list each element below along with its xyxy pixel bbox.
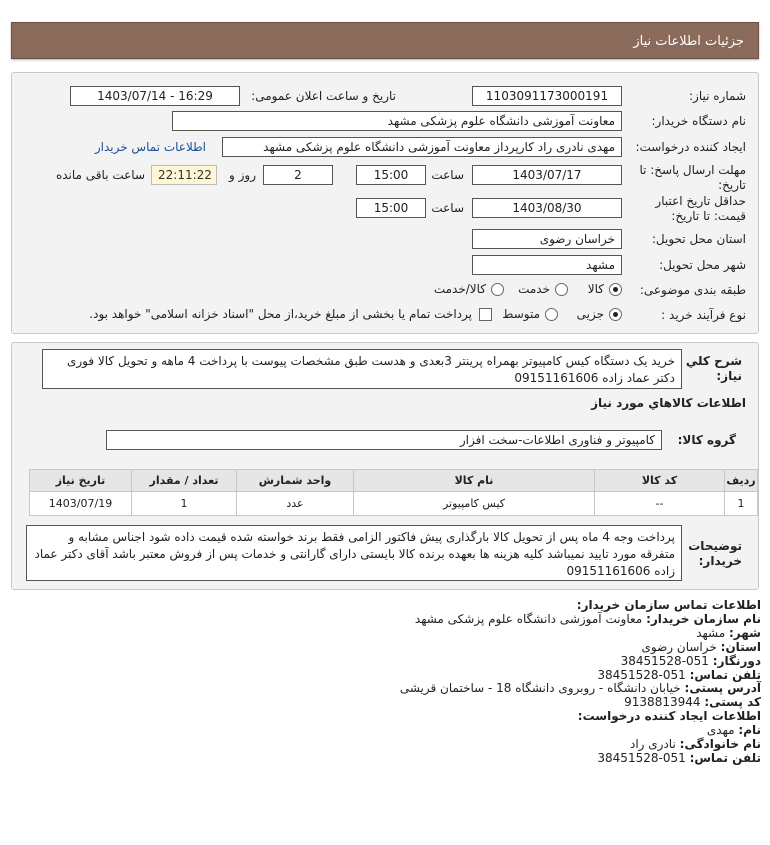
fax-label: دورنگار: xyxy=(712,653,761,668)
goods-table xyxy=(29,469,758,516)
process-radio-minor[interactable] xyxy=(609,308,622,321)
days-field: 2 xyxy=(263,165,333,185)
announce-field: 1403/07/14 - 16:29 xyxy=(70,86,240,106)
category-option-goods-service: کالا/خدمت xyxy=(433,282,486,296)
postal-row xyxy=(16,696,761,710)
col-name: نام کالا xyxy=(354,470,595,492)
goods-group-label: گروه کالا: xyxy=(677,433,736,447)
col-row: ردیف xyxy=(725,470,758,492)
org-name-label: نام سازمان خریدار: xyxy=(646,611,761,626)
creator-contact-title: اطلاعات ایجاد کننده درخواست: xyxy=(577,709,761,724)
buyer-field: معاونت آموزشی دانشگاه علوم پزشکی مشهد xyxy=(172,111,622,131)
buyer-notes-text: پرداخت وجه 4 ماه پس از تحویل کالا بارگذاری پیش فاکتور الزامی فقط برند خواسته شده قیمت داده شود اجناس مشابه و متفرقه مورد تایید نمیباشد کلیه هزینه ها بعهده برنده کالا بایستی دارای گارانتی و خدمات پس از فروش معتبر باشد آقای دکتر عماد زاده 09151161606 xyxy=(26,525,682,581)
col-quantity: تعداد / مقدار xyxy=(132,470,237,492)
category-label: طبقه بندی موضوعی: xyxy=(639,283,746,297)
need-details-panel xyxy=(11,72,759,334)
summary-text: خرید یک دستگاه کیس کامپیوتر بهمراه پرینتر 3بعدی و هدست طبق مشخصات پیوست با پرداخت 4 ماهه و تحویل کالا فوری دکتر عماد زاده 09151161606 xyxy=(42,349,682,389)
cell-quantity: 1 xyxy=(132,492,237,516)
creator-label: ایجاد کننده درخواست: xyxy=(635,140,746,154)
first-name-value: مهدی xyxy=(706,723,735,738)
summary-label: شرح کلي xyxy=(685,354,742,368)
goods-group-field: کامپیوتر و فناوری اطلاعات-سخت افزار xyxy=(106,430,662,450)
announce-label: تاریخ و ساعت اعلان عمومی: xyxy=(251,89,396,103)
first-name-label: نام: xyxy=(738,723,761,738)
remaining-time-label: ساعت باقی مانده xyxy=(55,168,145,182)
buyer-label: نام دستگاه خریدار: xyxy=(651,114,746,128)
col-unit: واحد شمارش xyxy=(237,470,354,492)
creator-phone-value: 051-38451528 xyxy=(597,750,686,765)
validity-time-field: 15:00 xyxy=(356,198,426,218)
address-value: خیابان دانشگاه - روبروی دانشگاه 18 - ساختمان قریشی xyxy=(399,681,681,696)
city-label: شهر محل تحویل: xyxy=(659,258,746,272)
process-option-minor: جزیی xyxy=(576,307,604,321)
buyer-notes-label: توضیحات xyxy=(688,539,742,553)
reply-date-field: 1403/07/17 xyxy=(472,165,622,185)
address-label: آدرس پستی: xyxy=(684,681,761,696)
address-row xyxy=(16,682,761,696)
first-name-row xyxy=(16,724,761,738)
goods-section-title: اطلاعات کالاهاي مورد نیاز xyxy=(591,396,746,410)
contact-info xyxy=(16,599,761,766)
last-name-label: نام خانوادگی: xyxy=(679,737,761,752)
creator-field: مهدی نادری راد کارپرداز معاونت آموزشی دانشگاه علوم پزشکی مشهد xyxy=(222,137,622,157)
org-name-row xyxy=(16,613,761,627)
treasury-payment-note: پرداخت تمام یا بخشی از مبلغ خرید،از محل "اسناد خزانه اسلامی" خواهد بود. xyxy=(89,307,472,321)
postal-value: 9138813944 xyxy=(624,695,701,710)
contact-city-value: مشهد xyxy=(696,625,726,640)
process-label: نوع فرآیند خرید : xyxy=(661,308,746,322)
province-row xyxy=(16,641,761,655)
goods-table-header xyxy=(30,470,758,492)
process-radio-medium[interactable] xyxy=(545,308,558,321)
need-number-label: شماره نیاز: xyxy=(689,89,746,103)
days-label: روز و xyxy=(229,168,256,182)
phone-value: 051-38451528 xyxy=(597,667,686,682)
reply-deadline-label-2: تاریخ: xyxy=(718,178,746,192)
org-contact-title: اطلاعات تماس سازمان خریدار: xyxy=(576,598,761,612)
contact-province-label: استان: xyxy=(720,639,761,654)
need-number-field: 1103091173000191 xyxy=(472,86,622,106)
buyer-notes-label-2: خریدار: xyxy=(698,554,742,568)
validity-date-field: 1403/08/30 xyxy=(472,198,622,218)
phone-label: تلفن تماس: xyxy=(689,667,761,682)
goods-panel xyxy=(11,342,759,590)
page-title: جزئیات اطلاعات نیاز xyxy=(633,34,744,49)
remaining-time-field: 22:11:22 xyxy=(151,165,217,185)
province-label: استان محل تحویل: xyxy=(651,232,746,246)
province-field: خراسان رضوی xyxy=(472,229,622,249)
cell-name: کیس کامپیوتر xyxy=(354,492,595,516)
city-row xyxy=(16,627,761,641)
fax-row xyxy=(16,655,761,669)
last-name-row xyxy=(16,738,761,752)
cell-code: -- xyxy=(595,492,725,516)
reply-time-field: 15:00 xyxy=(356,165,426,185)
page-header xyxy=(11,22,759,59)
reply-deadline-label: مهلت ارسال پاسخ: تا xyxy=(639,163,746,177)
category-radio-service[interactable] xyxy=(555,283,568,296)
cell-date: 1403/07/19 xyxy=(30,492,132,516)
creator-phone-label: تلفن تماس: xyxy=(689,750,761,765)
contact-province-value: خراسان رضوی xyxy=(641,639,717,654)
cell-row: 1 xyxy=(725,492,758,516)
creator-phone-row xyxy=(16,752,761,766)
cell-unit: عدد xyxy=(237,492,354,516)
col-date: تاریخ نیاز xyxy=(30,470,132,492)
reply-time-label: ساعت xyxy=(431,168,464,182)
postal-label: کد پستی: xyxy=(704,695,761,710)
category-radio-goods[interactable] xyxy=(609,283,622,296)
table-row xyxy=(30,492,758,516)
summary-label-2: نیاز: xyxy=(716,369,742,383)
validity-time-label: ساعت xyxy=(431,201,464,215)
fax-value: 051-38451528 xyxy=(620,653,709,668)
contact-city-label: شهر: xyxy=(729,625,761,640)
last-name-value: نادری راد xyxy=(629,737,676,752)
validity-label: حداقل تاریخ اعتبار xyxy=(655,194,746,208)
city-field: مشهد xyxy=(472,255,622,275)
category-radio-goods-service[interactable] xyxy=(491,283,504,296)
category-option-service: خدمت xyxy=(518,282,550,296)
col-code: کد کالا xyxy=(595,470,725,492)
process-option-medium: متوسط xyxy=(502,307,540,321)
buyer-contact-link[interactable]: اطلاعات تماس خریدار xyxy=(94,140,206,154)
treasury-payment-checkbox[interactable] xyxy=(479,308,492,321)
category-option-goods: کالا xyxy=(587,282,604,296)
org-name-value: معاونت آموزشی دانشگاه علوم پزشکی مشهد xyxy=(414,611,643,626)
validity-label-2: قیمت: تا تاریخ: xyxy=(671,209,746,223)
